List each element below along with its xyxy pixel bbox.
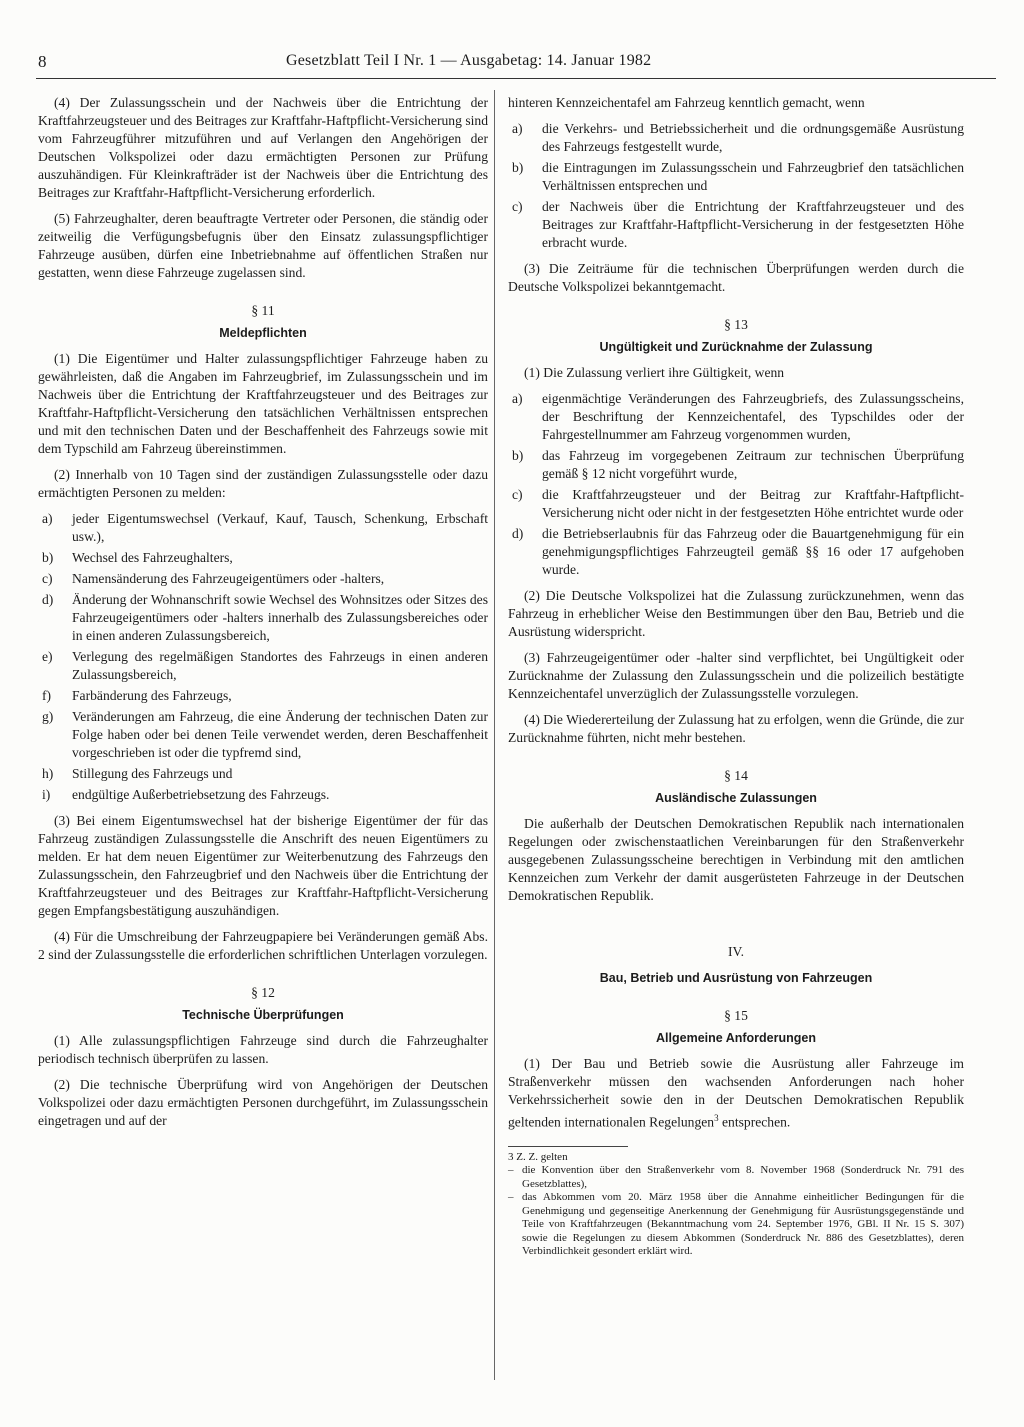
list-item bbox=[508, 198, 964, 252]
list-item-text: Verlegung des regelmäßigen Standortes des Fahrzeugs in einen anderen Zulassungsbereich, bbox=[72, 649, 488, 682]
paragraph-11-4: (4) Für die Umschreibung der Fahrzeugpapiere bei Veränderungen gemäß Abs. 2 sind der Zulassungsstelle die erforderlichen schriftlichen Unterlagen vorzulegen. bbox=[38, 929, 488, 962]
list-item bbox=[508, 525, 964, 579]
paragraph-13-2: (2) Die Deutsche Volkspolizei hat die Zulassung zurückzunehmen, wenn das Fahrzeug in erheblicher Weise den Bestimmungen über den Bau, Betrieb und die Ausrüstung widerspricht. bbox=[508, 588, 964, 639]
paragraph-10-4: (4) Der Zulassungsschein und der Nachweis über die Entrichtung der Kraftfahrzeugsteuer und des Beitrages zur Kraftfahr-Haftpflicht-Versicherung sind vom Fahrzeugführer mitzuführen und auf Verlangen den Angehörigen der Deutschen Volkspolizei oder dazu ermächtigten Personen zur Prüfung auszuhändigen. Für Kleinkrafträder ist der Nachweis über die Entrichtung des Beitrages zur Kraftfahr-Haftpflicht-Versicherung erforderlich. bbox=[38, 95, 488, 200]
footnote-text: das Abkommen vom 20. März 1958 über die Annahme einheitlicher Bedingungen für die Genehmigung und gegenseitige Anerkennung der Genehmigung für Ausrüstungsgegenstände und Teile von Kraftfahrzeugen (Bekanntmachung vom 24. September 1976, GBl. II Nr. 15 S. 307) sowie die Regelungen zu diesem Abkommen (Sonderdruck Nr. 886 des Gesetzblattes), deren Verbindlichkeit gesondert erklärt wird. bbox=[522, 1191, 964, 1258]
section-12-title: Technische Überprüfungen bbox=[182, 1008, 344, 1022]
list-item-text: endgültige Außerbetriebsetzung des Fahrzeugs. bbox=[72, 787, 330, 802]
footnote-item bbox=[508, 1164, 964, 1191]
left-column bbox=[38, 94, 488, 1138]
paragraph-13-1: (1) Die Zulassung verliert ihre Gültigkeit, wenn bbox=[524, 365, 785, 380]
footnote-rule bbox=[508, 1146, 628, 1147]
list-12-2 bbox=[508, 120, 964, 252]
footnotes bbox=[508, 1151, 964, 1259]
list-item-label: b) bbox=[42, 550, 54, 565]
list-item bbox=[508, 159, 964, 195]
section-13-title: Ungültigkeit und Zurücknahme der Zulassung bbox=[599, 340, 873, 354]
paragraph-12-2: (2) Die technische Überprüfung wird von Angehörigen der Deutschen Volkspolizei oder dazu ermächtigten Personen durchgeführt, im Zulassungsschein eingetragen und auf der bbox=[38, 1077, 488, 1128]
list-item-label: a) bbox=[512, 121, 523, 136]
list-item-text: Wechsel des Fahrzeughalters, bbox=[72, 550, 233, 565]
list-item-label: h) bbox=[42, 766, 54, 781]
running-head: Gesetzblatt Teil I Nr. 1 — Ausgabetag: 14. Januar 1982 bbox=[286, 52, 652, 69]
list-item-text: der Nachweis über die Entrichtung der Kraftfahrzeugsteuer und des Beitrages zur Kraftfahr-Haftpflicht-Versicherung in der festgesetzten Höhe erbracht wurde. bbox=[542, 199, 964, 250]
list-item-text: eigenmächtige Veränderungen des Fahrzeugbriefs, des Zulassungsscheins, der Beschriftung der Kennzeichentafel, des Typschildes oder der Fahrgestellnummer am Fahrzeug vorgenommen wurden, bbox=[542, 391, 964, 442]
page-header bbox=[38, 52, 996, 76]
section-11-number: § 11 bbox=[251, 303, 275, 318]
column-divider bbox=[494, 90, 495, 1380]
list-item-label: g) bbox=[42, 709, 54, 724]
footnote-text: die Konvention über den Straßenverkehr vom 8. November 1968 (Sonderdruck Nr. 791 des Gesetzblattes), bbox=[522, 1164, 964, 1190]
list-item-label: d) bbox=[42, 592, 54, 607]
list-item-text: die Betriebserlaubnis für das Fahrzeug oder die Bauartgenehmigung für ein genehmigungspflichtiges Fahrzeugteil gemäß §§ 16 oder 17 aufgehoben wurde. bbox=[542, 526, 964, 577]
list-11-2 bbox=[38, 510, 488, 804]
list-item bbox=[38, 591, 488, 645]
list-item bbox=[508, 390, 964, 444]
list-item-text: die Kraftfahrzeugsteuer und der Beitrag zur Kraftfahr-Haftpflicht-Versicherung nicht oder nicht in der festgesetzten Höhe entrichtet wurde oder bbox=[542, 487, 964, 520]
list-item-text: die Verkehrs- und Betriebssicherheit und die ordnungsgemäße Ausrüstung des Fahrzeugs festgestellt wurde, bbox=[542, 121, 964, 154]
list-item-text: das Fahrzeug im vorgegebenen Zeitraum zur technischen Überprüfung gemäß § 12 nicht vorgeführt wurde, bbox=[542, 448, 964, 481]
paragraph-12-3: (3) Die Zeiträume für die technischen Überprüfungen werden durch die Deutsche Volkspolizei bekanntgemacht. bbox=[508, 261, 964, 294]
chapter-title: Bau, Betrieb und Ausrüstung von Fahrzeugen bbox=[599, 971, 873, 985]
paragraph-15-1 bbox=[508, 1055, 964, 1132]
list-item bbox=[38, 648, 488, 684]
section-15-number: § 15 bbox=[724, 1008, 748, 1023]
footnote-dash: – bbox=[508, 1191, 514, 1204]
footnote-marker: 3 bbox=[714, 1113, 719, 1123]
section-14-title: Ausländische Zulassungen bbox=[655, 791, 817, 805]
list-item bbox=[38, 570, 488, 588]
paragraph-12-1: (1) Alle zulassungspflichtigen Fahrzeuge sind durch die Fahrzeughalter periodisch technisch überprüfen zu lassen. bbox=[38, 1033, 488, 1066]
list-item bbox=[38, 708, 488, 762]
paragraph-14-1: Die außerhalb der Deutschen Demokratischen Republik nach internationalen Regelungen oder zwischenstaatlichen Vereinbarungen für den Straßenverkehr ausgegebenen Zulassungsscheine berechtigen in Verbindung mit den amtlichen Kennzeichen zum Verkehr der damit ausgerüsteten Fahrzeuge in der Deutschen Demokratischen Republik. bbox=[508, 816, 964, 903]
paragraph-13-3: (3) Fahrzeugeigentümer oder -halter sind verpflichtet, bei Ungültigkeit oder Zurücknahme der Zulassung den Zulassungsschein und die polizeilich bestätigte Kennzeichentafel unverzüglich der Zulassungsstelle vorzulegen. bbox=[508, 650, 964, 701]
right-column bbox=[508, 94, 964, 1259]
list-item bbox=[38, 549, 488, 567]
list-item-label: i) bbox=[42, 787, 51, 802]
list-item bbox=[508, 447, 964, 483]
page-number: 8 bbox=[38, 52, 47, 71]
footnote-head: 3 Z. Z. gelten bbox=[508, 1150, 568, 1163]
list-item-text: Namensänderung des Fahrzeugeigentümers oder -halters, bbox=[72, 571, 385, 586]
footnote-item bbox=[508, 1191, 964, 1259]
paragraph-11-3: (3) Bei einem Eigentumswechsel hat der bisherige Eigentümer der für das Fahrzeug zuständigen Zulassungsstelle die Anschrift des neuen Eigentümers zu melden. Er hat dem neuen Eigentümer zur Weiterbenutzung des Fahrzeugs den Zulassungsschein, den Fahrzeugbrief und den Nachweis über die Entrichtung der Kraftfahrzeugsteuer und des Beitrages zur Kraftfahr-Haftpflicht-Versicherung gegen Empfangsbestätigung auszuhändigen. bbox=[38, 813, 488, 918]
paragraph-15-1-end: entsprechen. bbox=[718, 1114, 791, 1130]
list-item bbox=[38, 786, 488, 804]
list-item-label: a) bbox=[512, 391, 523, 406]
list-item-label: c) bbox=[512, 487, 523, 502]
list-item bbox=[38, 510, 488, 546]
section-15-title: Allgemeine Anforderungen bbox=[656, 1031, 816, 1045]
list-item-label: e) bbox=[42, 649, 53, 664]
list-item-label: a) bbox=[42, 511, 53, 526]
list-item bbox=[508, 486, 964, 522]
paragraph-15-1-text: (1) Der Bau und Betrieb sowie die Ausrüstung aller Fahrzeuge im Straßenverkehr müssen den wachsenden Anforderungen nach hoher Verkehrssicherheit sowie den in der Deutschen Demokratischen Republik geltenden internationalen Regelungen bbox=[508, 1056, 964, 1130]
list-item-label: f) bbox=[42, 688, 52, 703]
section-13-number: § 13 bbox=[724, 317, 748, 332]
chapter-number: IV. bbox=[728, 944, 744, 959]
list-item-label: b) bbox=[512, 160, 524, 175]
paragraph-13-4: (4) Die Wiedererteilung der Zulassung hat zu erfolgen, wenn die Gründe, die zur Zurücknahme führten, nicht mehr bestehen. bbox=[508, 712, 964, 745]
paragraph-11-2: (2) Innerhalb von 10 Tagen sind der zuständigen Zulassungsstelle oder dazu ermächtigten Personen zu melden: bbox=[38, 467, 488, 500]
section-11-title: Meldepflichten bbox=[219, 326, 307, 340]
list-item-text: Veränderungen am Fahrzeug, die eine Änderung der technischen Daten zur Folge haben oder bei denen Teile verwendet werden, deren Beschaffenheit vorgeschrieben ist oder die typfremd sind, bbox=[72, 709, 488, 760]
list-item bbox=[508, 120, 964, 156]
paragraph-11-1: (1) Die Eigentümer und Halter zulassungspflichtiger Fahrzeuge haben zu gewährleisten, daß die Angaben im Fahrzeugbrief, im Zulassungsschein und im Nachweis über die Entrichtung der Kraftfahrzeugsteuer und des Beitrages zur Kraftfahr-Haftpflicht-Versicherung den tatsächlichen Verhältnissen entsprechen und mit den technischen Daten und der Beschaffenheit des Fahrzeugs sowie mit dem Typschild am Fahrzeug übereinstimmen. bbox=[38, 351, 488, 456]
list-item-label: b) bbox=[512, 448, 524, 463]
list-item bbox=[38, 765, 488, 783]
section-14-number: § 14 bbox=[724, 768, 748, 783]
list-item-label: c) bbox=[512, 199, 523, 214]
list-item-label: c) bbox=[42, 571, 53, 586]
list-item-text: Stillegung des Fahrzeugs und bbox=[72, 766, 233, 781]
footnote-dash: – bbox=[508, 1164, 514, 1177]
list-item bbox=[38, 687, 488, 705]
list-item-text: Farbänderung des Fahrzeugs, bbox=[72, 688, 232, 703]
list-13-1 bbox=[508, 390, 964, 579]
paragraph-12-2-continued: hinteren Kennzeichentafel am Fahrzeug kenntlich gemacht, wenn bbox=[508, 95, 865, 110]
list-item-text: die Eintragungen im Zulassungsschein und Fahrzeugbrief den tatsächlichen Verhältnissen entsprechen und bbox=[542, 160, 964, 193]
list-item-text: Änderung der Wohnanschrift sowie Wechsel des Wohnsitzes oder Sitzes des Fahrzeugeigentümers oder -halters innerhalb des Zulassungsbereiches oder in einen anderen Zulassungsbereich, bbox=[72, 592, 488, 643]
section-12-number: § 12 bbox=[251, 985, 275, 1000]
list-item-text: jeder Eigentumswechsel (Verkauf, Kauf, Tausch, Schenkung, Erbschaft usw.), bbox=[72, 511, 488, 544]
list-item-label: d) bbox=[512, 526, 524, 541]
header-rule bbox=[36, 78, 996, 79]
paragraph-10-5: (5) Fahrzeughalter, deren beauftragte Vertreter oder Personen, die ständig oder zeitweilig die Verfügungsbefugnis über den Einsatz zulassungspflichtiger Fahrzeuge ausüben, dürfen eine Inbetriebnahme auf öffentlichen Straßen nur gestatten, wenn diese Fahrzeuge zugelassen sind. bbox=[38, 211, 488, 280]
